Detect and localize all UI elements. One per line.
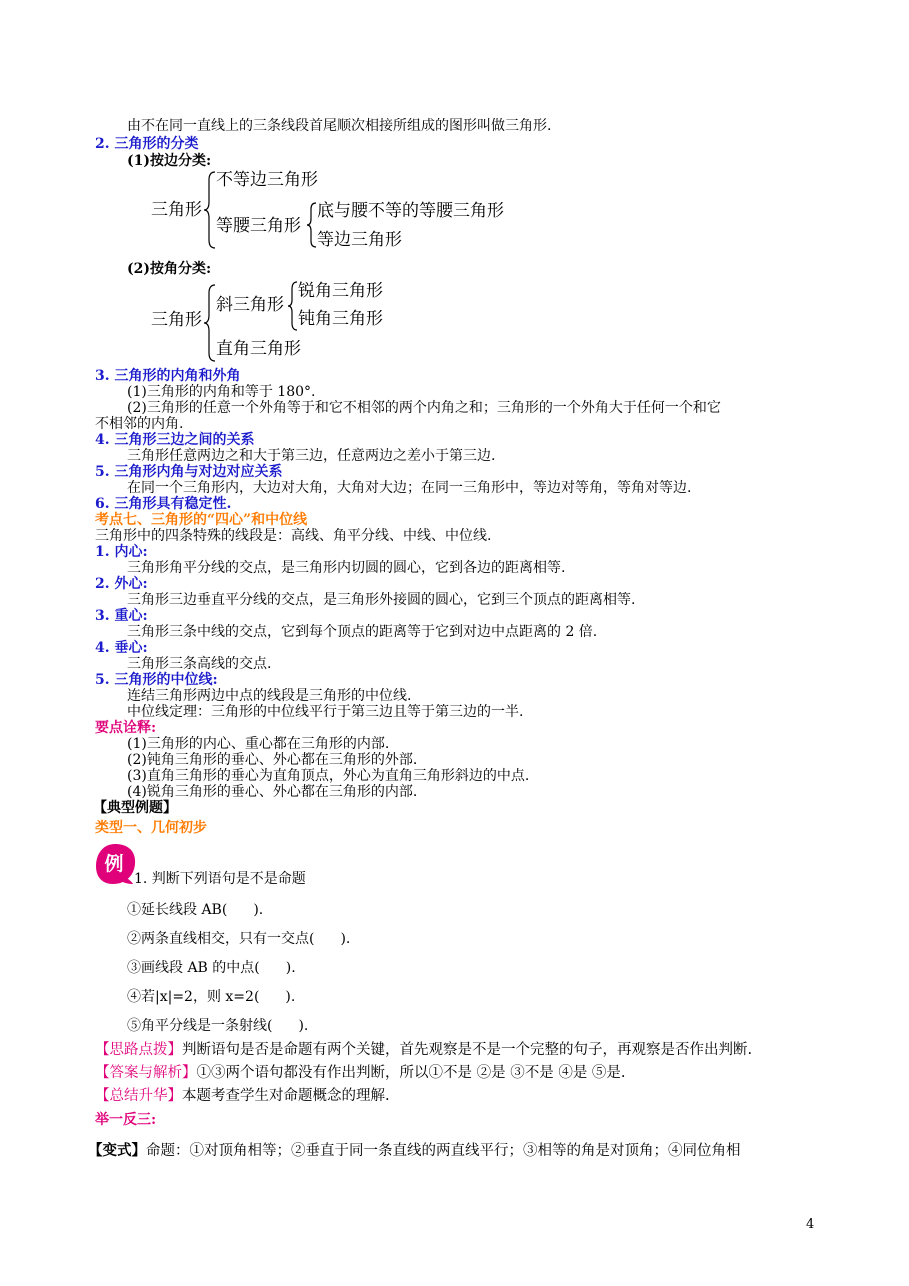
hint-line xyxy=(95,1042,752,1058)
notes-title: 要点诠释: xyxy=(95,720,157,736)
sec3-line1: (1)三角形的内角和等于 180°. xyxy=(127,384,316,400)
hint-text: 判断语句是否是命题有两个关键，首先观察是不是一个完整的句子，再观察是否作出判断. xyxy=(182,1042,753,1058)
answer-line xyxy=(95,1065,626,1081)
sec3-line2a: (2)三角形的任意一个外角等于和它不相邻的两个内角之和；三角形的一个外角大于任何一个和它 xyxy=(127,400,721,416)
iso-non-equal-label: 底与腰不等的等腰三角形 xyxy=(317,201,504,221)
section-2-title: 2. 三角形的分类 xyxy=(95,136,199,152)
summary-line xyxy=(95,1088,390,1104)
c1-title: 1. 内心: xyxy=(95,544,148,560)
c2-title: 2. 外心: xyxy=(95,576,148,592)
equilateral-label: 等边三角形 xyxy=(317,230,402,250)
c4-title: 4. 垂心: xyxy=(95,640,148,656)
juyi-title: 举一反三: xyxy=(95,1112,157,1128)
c3-title: 3. 重心: xyxy=(95,608,148,624)
right-label: 直角三角形 xyxy=(216,339,301,359)
example-badge-icon xyxy=(93,842,137,886)
triangle-root-side: 三角形 xyxy=(151,200,202,220)
variant-tag: 【变式】 xyxy=(88,1142,146,1159)
section-6-title: 6. 三角形具有稳定性. xyxy=(95,496,232,512)
by-angle-label: (2)按角分类: xyxy=(127,261,212,277)
question-item: ①延长线段 AB( ). xyxy=(127,902,264,918)
c5-title: 5. 三角形的中位线: xyxy=(95,672,218,688)
brace-icon xyxy=(203,283,217,363)
c5-text2: 中位线定理：三角形的中位线平行于第三边且等于第三边的一半. xyxy=(127,704,524,720)
section-3-title: 3. 三角形的内角和外角 xyxy=(95,368,241,384)
variant-line xyxy=(88,1143,741,1159)
by-side-label: (1)按边分类: xyxy=(127,153,212,169)
intro-text: 由不在同一直线上的三条线段首尾顺次相接所组成的图形叫做三角形. xyxy=(127,118,552,134)
section-4-title: 4. 三角形三边之间的关系 xyxy=(95,432,255,448)
question-item: ②两条直线相交，只有一交点( ). xyxy=(127,931,351,947)
brace-icon xyxy=(203,170,217,250)
note-item: (1)三角形的内心、重心都在三角形的内部. xyxy=(127,736,390,752)
question-item: ④若|x|=2，则 x=2( ). xyxy=(127,989,296,1005)
c1-text: 三角形角平分线的交点，是三角形内切圆的圆心，它到各边的距离相等. xyxy=(127,560,566,576)
answer-tag: 【答案与解析】 xyxy=(95,1065,197,1081)
sec5-text: 在同一个三角形内，大边对大角，大角对大边；在同一三角形中，等边对等角，等角对等边. xyxy=(127,480,692,496)
note-item: (3)直角三角形的垂心为直角顶点，外心为直角三角形斜边的中点. xyxy=(127,768,530,784)
c2-text: 三角形三边垂直平分线的交点，是三角形外接圆的圆心，它到三个顶点的距离相等. xyxy=(127,592,636,608)
badge-char: 例 xyxy=(104,853,124,875)
question-item: ⑤角平分线是一条射线( ). xyxy=(127,1018,309,1034)
obtuse-label: 钝角三角形 xyxy=(298,309,383,329)
question-stem: 1. 判断下列语句是不是命题 xyxy=(134,871,306,887)
c5-text1: 连结三角形两边中点的线段是三角形的中位线. xyxy=(127,688,412,704)
question-item: ③画线段 AB 的中点( ). xyxy=(127,960,296,976)
c3-text: 三角形三条中线的交点，它到每个顶点的距离等于它到对边中点距离的 2 倍. xyxy=(127,624,598,640)
page-number: 4 xyxy=(806,1217,815,1232)
sec3-line2b: 不相邻的内角. xyxy=(95,416,184,432)
hint-tag: 【思路点拨】 xyxy=(95,1042,182,1058)
summary-text: 本题考查学生对命题概念的理解. xyxy=(182,1088,390,1104)
summary-tag: 【总结升华】 xyxy=(95,1088,182,1104)
triangle-root-angle: 三角形 xyxy=(151,310,202,330)
sec4-text: 三角形任意两边之和大于第三边，任意两边之差小于第三边. xyxy=(127,448,496,464)
isosceles-label: 等腰三角形 xyxy=(216,216,301,236)
kp7-text: 三角形中的四条特殊的线段是：高线、角平分线、中线、中位线. xyxy=(95,528,492,544)
variant-text: 命题：①对顶角相等；②垂直于同一条直线的两直线平行；③相等的角是对顶角；④同位角相 xyxy=(146,1143,741,1159)
type1-title: 类型一、几何初步 xyxy=(95,820,207,836)
note-item: (4)锐角三角形的垂心、外心都在三角形的内部. xyxy=(127,784,418,800)
acute-label: 锐角三角形 xyxy=(298,281,383,301)
answer-text: ①③两个语句都没有作出判断，所以①不是 ②是 ③不是 ④是 ⑤是. xyxy=(196,1065,626,1081)
examples-header: 【典型例题】 xyxy=(93,800,177,816)
scalene-label: 不等边三角形 xyxy=(216,170,318,190)
oblique-label: 斜三角形 xyxy=(216,295,284,315)
kp7-title: 考点七、三角形的“四心”和中位线 xyxy=(95,512,308,528)
c4-text: 三角形三条高线的交点. xyxy=(127,656,272,672)
note-item: (2)钝角三角形的垂心、外心都在三角形的外部. xyxy=(127,752,418,768)
section-5-title: 5. 三角形内角与对边对应关系 xyxy=(95,464,283,480)
